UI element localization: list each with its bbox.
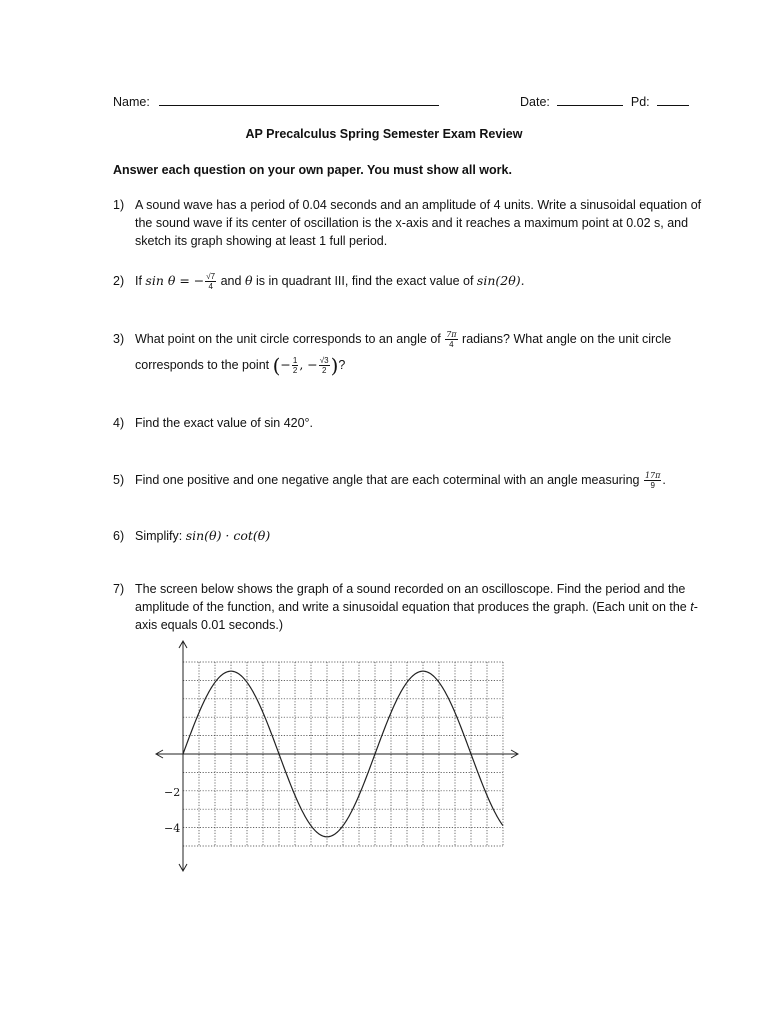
text-run: is in quadrant III, find the exact value of xyxy=(252,274,477,288)
text-run: corresponds to the point xyxy=(135,358,273,372)
page-title: AP Precalculus Spring Semester Exam Review xyxy=(245,127,523,141)
date-blank[interactable] xyxy=(557,93,623,106)
fraction-denominator: 4 xyxy=(208,282,213,292)
question-3-line-2: corresponds to the point (− $\frac{1}{2}$ , − $\frac{√3}{2}$ )? xyxy=(135,353,346,378)
y-tick-label: −2 xyxy=(164,786,181,799)
text-run: . xyxy=(662,473,666,487)
question-text xyxy=(135,471,715,490)
variable-t: t xyxy=(690,600,694,614)
instructions: Answer each question on your own paper. You must show all work. xyxy=(113,163,512,177)
question-number: 5) xyxy=(113,473,125,487)
question-text xyxy=(135,580,715,634)
question-number: 7) xyxy=(113,582,125,596)
question-text xyxy=(135,330,715,349)
math-expression: sin 420°. xyxy=(264,416,314,430)
math-expression: sin(2θ). xyxy=(476,273,525,288)
open-paren: ( xyxy=(272,353,281,378)
fraction-numerator: 7π xyxy=(446,330,457,340)
fraction xyxy=(205,272,216,291)
question-number: 4) xyxy=(113,416,125,430)
question-number: 1) xyxy=(113,198,125,212)
text-run: Find one positive and one negative angle that are each coterminal with an angle measuring xyxy=(135,473,643,487)
fraction-numerator: 17π xyxy=(644,471,661,481)
text-line: The screen below shows the graph of a sound recorded on an oscilloscope. Find the period and the xyxy=(135,582,686,596)
fraction xyxy=(319,356,330,375)
fraction-numerator: √7 xyxy=(206,272,216,282)
name-blank[interactable] xyxy=(159,93,439,106)
text-line xyxy=(135,598,715,616)
text-run: What point on the unit circle corresponds to an angle of xyxy=(135,332,445,346)
graph-axes xyxy=(156,641,518,871)
fraction-denominator: 4 xyxy=(449,340,454,350)
text-run: Simplify: xyxy=(135,529,186,543)
question-number: 6) xyxy=(113,529,125,543)
fraction-denominator: 2 xyxy=(321,366,327,376)
text-run: If xyxy=(135,274,146,288)
date-label: Date: xyxy=(520,95,550,109)
text-run: amplitude of the function, and write a sinusoidal equation that produces the graph. (Each unit on the xyxy=(135,600,691,614)
oscilloscope-graph xyxy=(150,636,525,876)
fraction xyxy=(445,330,457,349)
text-line: axis equals 0.01 seconds.) xyxy=(135,618,284,632)
text-run: radians? What angle on the unit circle xyxy=(458,332,672,346)
name-line xyxy=(113,93,439,111)
math-symbol: θ xyxy=(244,273,253,288)
fraction-numerator: √3 xyxy=(319,356,329,366)
y-tick-label: −4 xyxy=(164,822,181,835)
text-run: Find the exact value of xyxy=(135,416,265,430)
question-number: 2) xyxy=(113,274,125,288)
fraction-denominator: 2 xyxy=(292,366,298,376)
close-paren: ) xyxy=(330,353,339,378)
text-run: - xyxy=(693,600,698,614)
question-text: A sound wave has a period of 0.04 seconds and an amplitude of 4 units. Write a sinusoidal equation of the sound wave if its center of oscillation is the x-axis and it reaches a maximum point at 0.02 s, and sketch its graph showing at least 1 full period. xyxy=(135,198,702,248)
text-run: ? xyxy=(338,358,346,372)
text-run: and xyxy=(217,274,245,288)
fraction-numerator: 1 xyxy=(292,356,298,366)
math-expression: sin θ = − xyxy=(145,273,205,288)
pd-label: Pd: xyxy=(630,95,650,109)
question-text xyxy=(135,527,715,545)
math-expression: sin(θ) · cot(θ) xyxy=(185,528,271,543)
question-text xyxy=(135,272,715,291)
pd-blank[interactable] xyxy=(657,93,689,106)
fraction xyxy=(644,471,661,490)
fraction-denominator: 9 xyxy=(650,481,655,491)
date-line xyxy=(520,93,689,111)
name-label: Name: xyxy=(113,95,150,109)
question-text xyxy=(135,414,715,432)
question-number: 3) xyxy=(113,332,125,346)
fraction xyxy=(292,356,298,375)
